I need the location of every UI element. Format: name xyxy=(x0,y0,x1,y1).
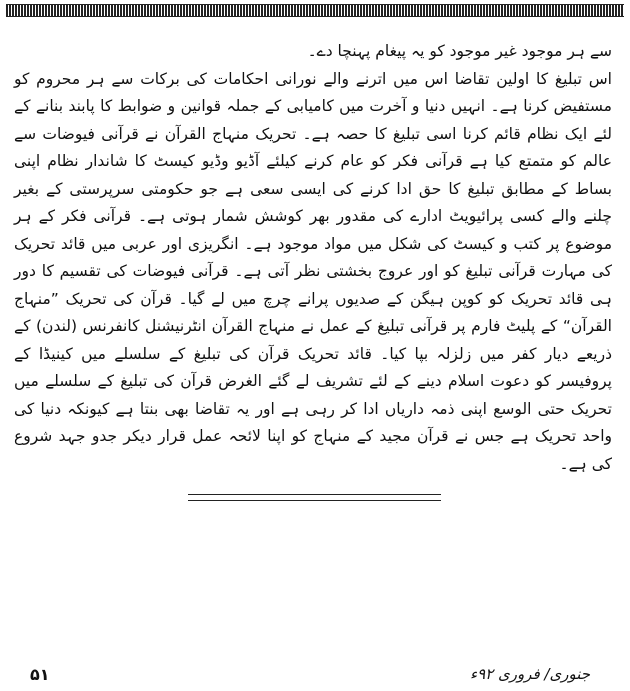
top-decorative-rule xyxy=(6,4,624,17)
paragraph-main: اس تبلیغ کا اولین تقاضا اس میں اترنے والے نورانی احکامات کی برکات سے ہر محروم کو مستفیض کرنا ہے۔ انہیں دنیا و آخرت میں کامیابی کے جملہ قوانین و ضوابط کا پابند بنانے کے لئے ایک نظام قائم کرنا اسی تبلیغ کا حصہ ہے۔ تحریک منہاج القرآن نے قرآنی فیوضات سے عالم کو متمتع کیا ہے قرآنی فکر کو عام کرنے کیلئے آڈیو وڈیو کیسٹ کا شاندار نظام اپنی بساط کے مطابق تبلیغ کا حق ادا کرنے کی ایسی سعی ہے جو حکومتی سرپرستی کے بغیر چلنے والے کسی پرائیویٹ ادارے کی مقدور بھر کوشش شمار ہوتی ہے۔ قرآنی فکر کے ہر موضوع پر کتب و کیسٹ کی شکل میں مواد موجود ہے۔ انگریزی اور عربی میں قائد تحریک کی مہارت قرآنی تبلیغ کو اور عروج بخشتی نظر آتی ہے۔ قرآنی فیوضات کی تقسیم کا دور ہی قائد تحریک کو کوپن ہیگن کے صدیوں پرانے چرچ میں لے گیا۔ قرآن کی تحریک ”منہاج القرآن“ کے پلیٹ فارم پر قرآنی تبلیغ کے عمل نے منہاج القرآن انٹرنیشنل کانفرنس (لندن) کے ذریعے دیار کفر میں زلزلہ بپا کیا۔ قائد تحریک قرآن کی تبلیغ کے سلسلے میں کینیڈا کے پروفیسر کو دعوت اسلام دینے کے لئے تشریف لے گئے الغرض قرآن کی تبلیغ کے سلسلے میں تحریک حتی الوسع اپنی ذمہ داریاں ادا کر رہی ہے اور یہ تقاضا بھی بنتا ہے کیونکہ دنیا کی واحد تحریک ہے جس نے قرآن مجید کے منہاج کو اپنا لائحہ عمل قرار دیکر جدو جہد شروع کی ہے۔ xyxy=(14,69,612,473)
article-body xyxy=(14,38,612,478)
section-divider xyxy=(188,494,441,501)
page-number: ۵۱ xyxy=(30,665,50,684)
page-footer xyxy=(30,665,590,687)
issue-date: جنوری/ فروری ۹۲ء xyxy=(470,665,590,683)
paragraph-intro: سے ہر موجود غیر موجود کو یہ پیغام پہنچا دے۔ xyxy=(307,42,612,60)
